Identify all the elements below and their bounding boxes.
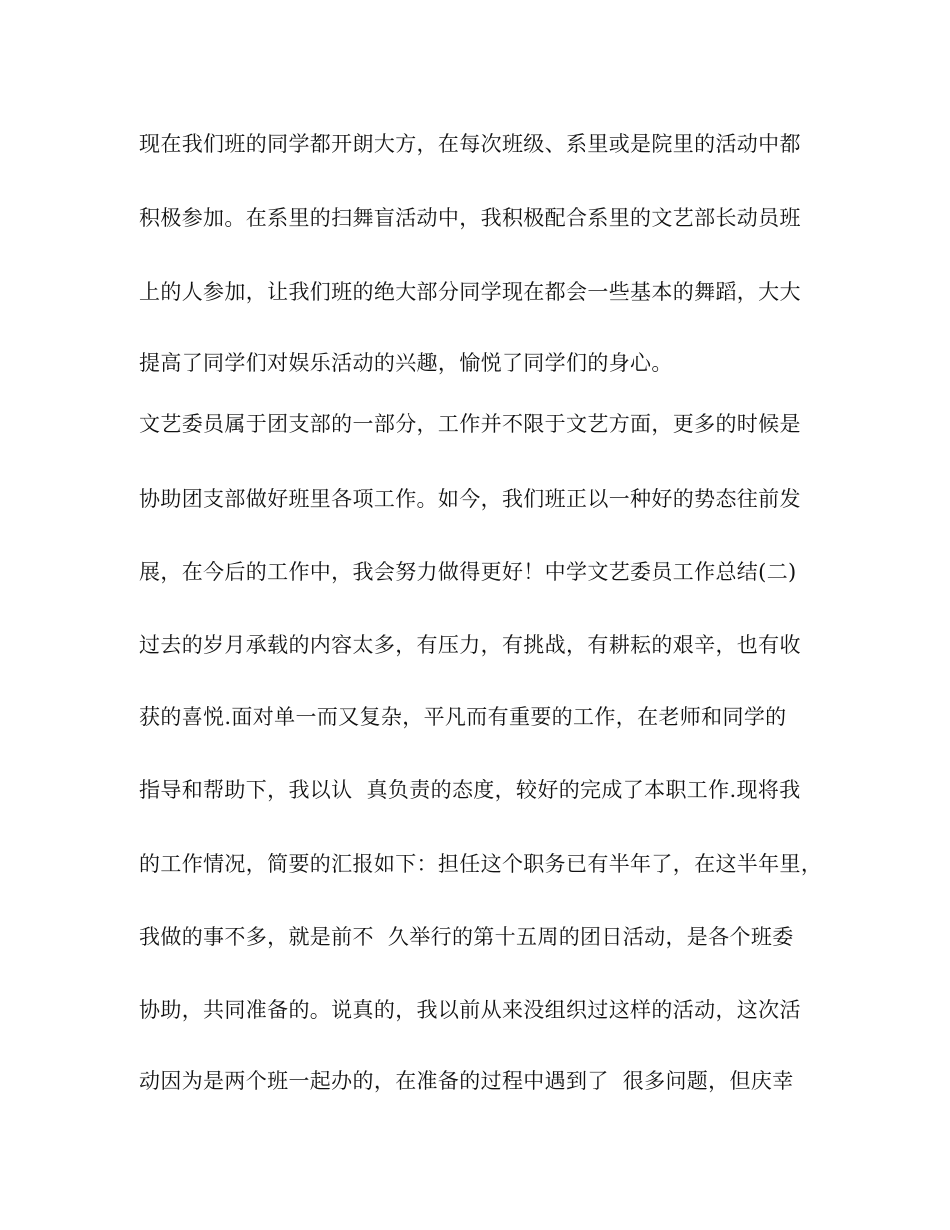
text-line: 的工作情况，简要的汇报如下：担任这个职务已有半年了，在这半年里， [139,852,823,876]
text-line: 协助团支部做好班里各项工作。如今，我们班正以一种好的势态往前发 [139,487,801,511]
text-line: 上的人参加，让我们班的绝大部分同学现在都会一些基本的舞蹈，大大 [139,280,801,304]
text-line: 过去的岁月承载的内容太多，有压力，有挑战，有耕耘的艰辛，也有收 [139,633,801,657]
text-line: 现在我们班的同学都开朗大方，在每次班级、系里或是院里的活动中都 [139,132,801,156]
text-line: 协助，共同准备的。说真的，我以前从来没组织过这样的活动，这次活 [139,998,801,1022]
text-line: 获的喜悦.面对单一而又复杂，平凡而有重要的工作，在老师和同学的 [139,705,787,729]
text-line: 文艺委员属于团支部的一部分，工作并不限于文艺方面，更多的时候是 [139,412,801,436]
text-line: 提高了同学们对娱乐活动的兴趣，愉悦了同学们的身心。 [139,351,673,375]
text-line: 我做的事不多，就是前不 久举行的第十五周的团日活动，是各个班委 [139,925,794,949]
text-line: 动因为是两个班一起办的，在准备的过程中遇到了 很多问题，但庆幸 [139,1069,794,1093]
text-line: 积极参加。在系里的扫舞盲活动中，我积极配合系里的文艺部长动员班 [139,206,801,230]
text-line: 展，在今后的工作中，我会努力做得更好！中学文艺委员工作总结(二) [139,560,797,584]
text-line: 指导和帮助下，我以认 真负责的态度，较好的完成了本职工作.现将我 [139,778,801,802]
